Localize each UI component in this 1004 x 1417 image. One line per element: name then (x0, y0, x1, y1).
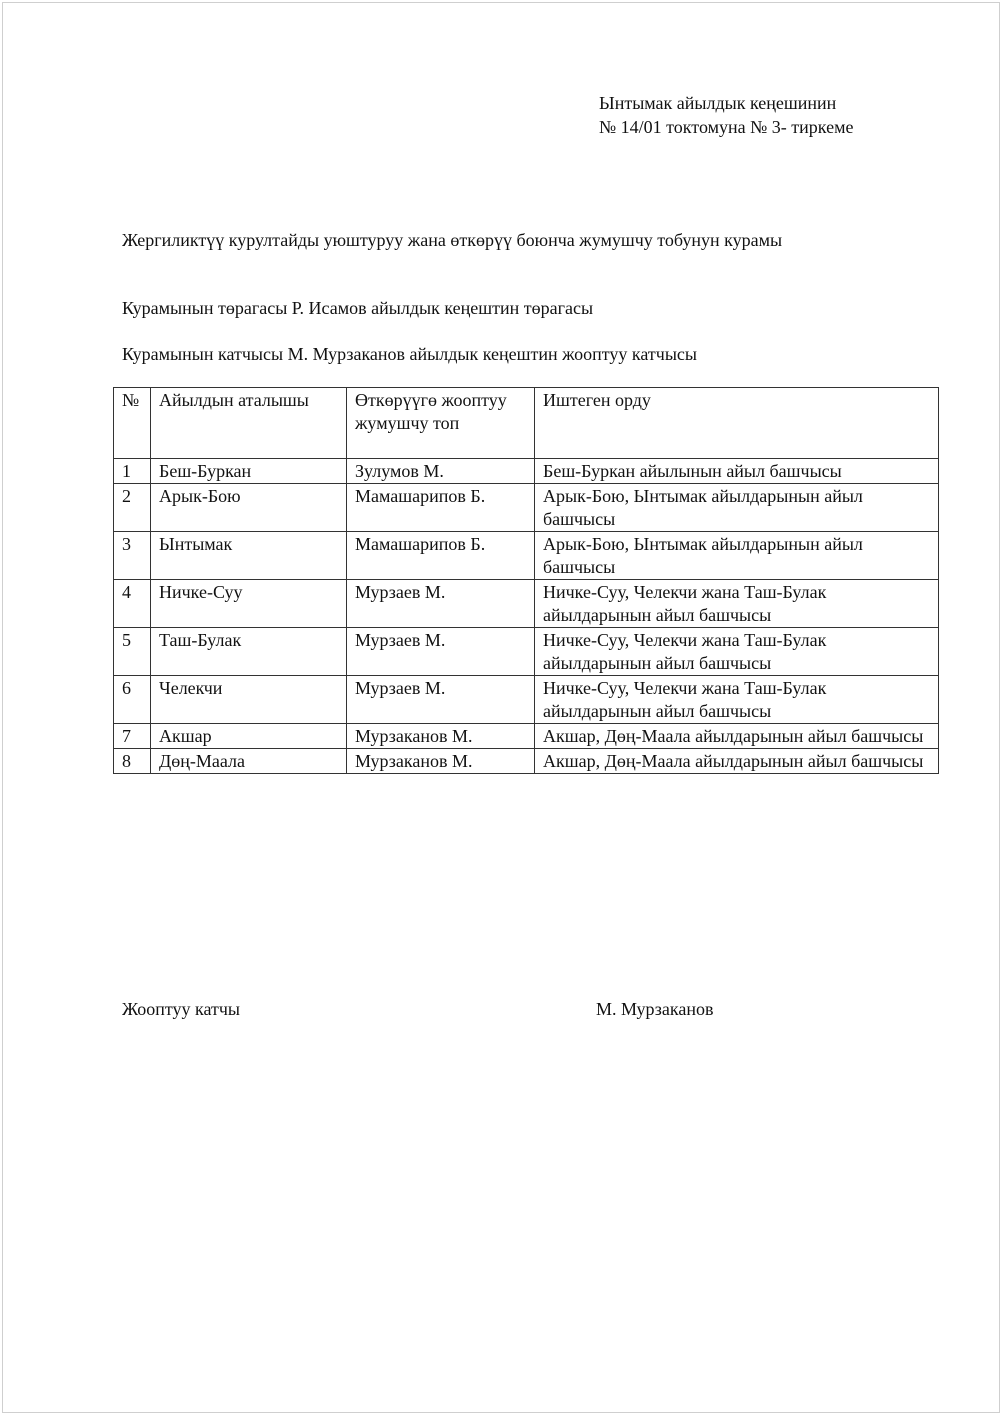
row-position: Акшар, Дөң-Маала айылдарынын айыл башчысы (535, 749, 939, 774)
signature-role: Жооптуу катчы (122, 999, 240, 1019)
row-position: Акшар, Дөң-Маала айылдарынын айыл башчысы (535, 724, 939, 749)
annex-line-2: № 14/01 токтомуна № 3- тиркеме (599, 117, 854, 137)
row-number: 5 (114, 628, 151, 676)
row-number: 6 (114, 676, 151, 724)
annex-line-1: Ынтымак айылдык кеңешинин (599, 93, 837, 113)
row-village: Арык-Бою (151, 484, 347, 532)
row-village: Дөң-Маала (151, 749, 347, 774)
annex-note (599, 91, 853, 139)
header-position: Иштеген орду (535, 388, 939, 459)
row-number: 8 (114, 749, 151, 774)
row-number: 7 (114, 724, 151, 749)
row-number: 4 (114, 580, 151, 628)
row-village: Ничке-Суу (151, 580, 347, 628)
header-group: Өткөрүүгө жооптуу жумушчу топ (347, 388, 535, 459)
working-group-table (113, 387, 939, 774)
row-number: 2 (114, 484, 151, 532)
header-village: Айылдын аталышы (151, 388, 347, 459)
row-position: Арык-Бою, Ынтымак айылдарынын айыл башчысы (535, 484, 939, 532)
row-position: Беш-Буркан айылынын айыл башчысы (535, 459, 939, 484)
table-header-row (114, 388, 939, 459)
row-position: Ничке-Суу, Челекчи жана Таш-Булак айылдарынын айыл башчысы (535, 676, 939, 724)
row-position: Арык-Бою, Ынтымак айылдарынын айыл башчысы (535, 532, 939, 580)
row-village: Челекчи (151, 676, 347, 724)
row-number: 3 (114, 532, 151, 580)
table-row (114, 749, 939, 774)
row-person: Мурзаев М. (347, 628, 535, 676)
row-village: Акшар (151, 724, 347, 749)
signature-name: М. Мурзаканов (596, 999, 714, 1019)
header-number: № (114, 388, 151, 459)
row-person: Мурзаев М. (347, 580, 535, 628)
table-row (114, 676, 939, 724)
row-village: Ынтымак (151, 532, 347, 580)
table-row (114, 628, 939, 676)
row-person: Мурзаканов М. (347, 724, 535, 749)
document-title: Жергиликтүү курултайды уюштуруу жана өткөрүү боюнча жумушчу тобунун курамы (122, 230, 783, 250)
row-village: Таш-Булак (151, 628, 347, 676)
row-person: Мамашарипов Б. (347, 532, 535, 580)
table-row (114, 532, 939, 580)
table-row (114, 459, 939, 484)
row-person: Зулумов М. (347, 459, 535, 484)
row-position: Ничке-Суу, Челекчи жана Таш-Булак айылдарынын айыл башчысы (535, 628, 939, 676)
table-row (114, 580, 939, 628)
row-village: Беш-Буркан (151, 459, 347, 484)
row-person: Мурзаканов М. (347, 749, 535, 774)
chairman-line: Курамынын төрагасы Р. Исамов айылдык кеңештин төрагасы (122, 298, 594, 318)
row-position: Ничке-Суу, Челекчи жана Таш-Булак айылдарынын айыл башчысы (535, 580, 939, 628)
row-person: Мамашарипов Б. (347, 484, 535, 532)
row-number: 1 (114, 459, 151, 484)
secretary-line: Курамынын катчысы М. Мурзаканов айылдык кеңештин жооптуу катчысы (122, 344, 697, 364)
table-row (114, 484, 939, 532)
table-row (114, 724, 939, 749)
row-person: Мурзаев М. (347, 676, 535, 724)
